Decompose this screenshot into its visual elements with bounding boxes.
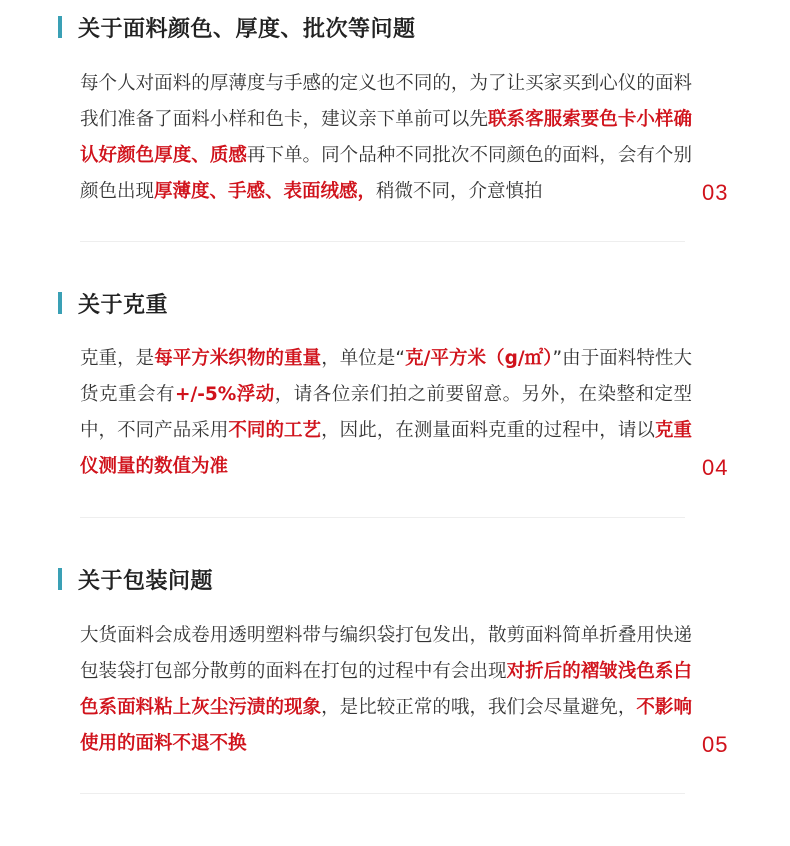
section-number: 04 — [702, 455, 729, 480]
section-body — [80, 618, 692, 762]
text-segment: ，单位是“ — [321, 348, 405, 369]
text-segment: ”由于面料特性大货克重会有 — [80, 348, 692, 405]
highlight-segment: 联系客服索要色卡小样确认好颜色厚度、质感 — [80, 109, 692, 166]
highlight-segment: 对折后的褶皱浅色系白色系面料粘上灰尘污渍的现象 — [80, 661, 692, 718]
section-title: 关于克重 — [78, 292, 169, 318]
highlight-segment: 每平方米织物的重量 — [154, 348, 322, 369]
text-segment: 每个人对面料的厚薄度与手感的定义也不同的，为了让买家买到心仪的面料我们准备了面料小样和色卡，建议亲下单前可以先 — [80, 73, 692, 130]
title-accent-bar — [58, 16, 62, 38]
text-segment: 克重，是 — [80, 348, 155, 369]
section-body — [80, 66, 692, 210]
highlight-segment: +/-5%浮动 — [174, 384, 275, 405]
section-title: 关于面料颜色、厚度、批次等问题 — [78, 16, 416, 42]
text-segment: ，请各位亲们拍之前要留意。另外，在染整和定型中，不同产品采用 — [80, 384, 692, 441]
highlight-segment: 不影响使用的面料不退不换 — [80, 697, 692, 754]
section-number: 03 — [702, 180, 729, 205]
highlight-segment: 不同的工艺 — [228, 420, 322, 441]
text-segment: ，是比较正常的哦，我们会尽量避免， — [321, 697, 637, 718]
section-title-row — [58, 14, 416, 40]
text-segment: 稍微不同，介意慎拍 — [376, 181, 543, 202]
text-segment: 大货面料会成卷用透明塑料带与编织袋打包发出，散剪面料简单折叠用快递包装袋打包部分散剪的面料在打包的过程中有会出现 — [80, 625, 692, 682]
text-segment: ，因此，在测量面料克重的过程中，请以 — [321, 420, 655, 441]
section-divider — [80, 241, 685, 242]
highlight-segment: 克/平方米（g/㎡） — [404, 348, 553, 369]
highlight-segment: 厚薄度、手感、表面绒感， — [154, 181, 377, 202]
section-divider — [80, 517, 685, 518]
highlight-segment: 克重仪测量的数值为准 — [80, 420, 692, 477]
section-divider — [80, 793, 685, 794]
section-title-row — [58, 566, 213, 592]
title-accent-bar — [58, 568, 62, 590]
title-accent-bar — [58, 292, 62, 314]
section-body — [80, 341, 692, 485]
section-number: 05 — [702, 732, 729, 757]
text-segment: 再下单。同个品种不同批次不同颜色的面料，会有个别颜色出现 — [80, 145, 692, 202]
section-title-row — [58, 290, 168, 316]
section-title: 关于包装问题 — [78, 568, 214, 594]
